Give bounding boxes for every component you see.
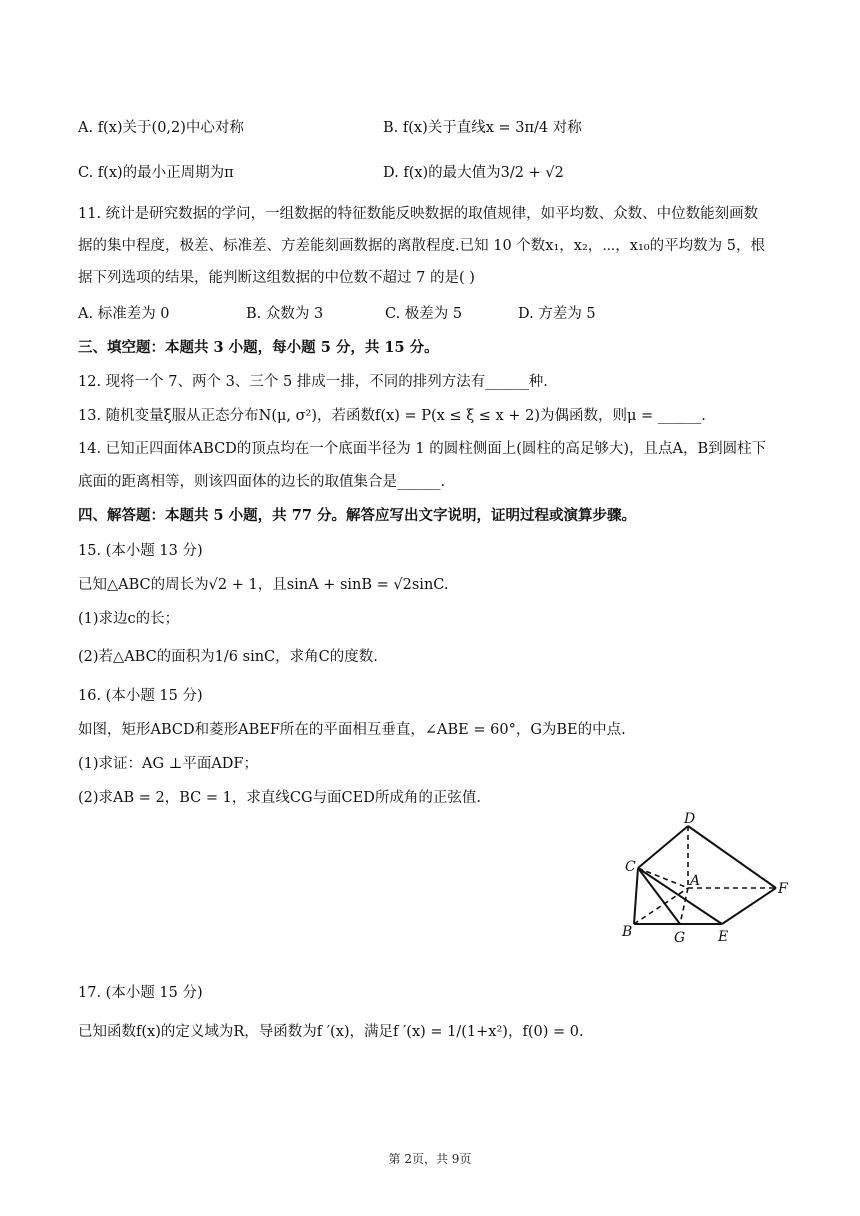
geometry-figure-svg — [618, 808, 798, 948]
geometry-figure — [618, 808, 798, 948]
q10-option-b: B. f(x)关于直线x = 3π/4 对称 — [383, 120, 582, 136]
edge-cd — [638, 826, 688, 868]
q11-line-1: 11. 统计是研究数据的学问，一组数据的特征数能反映数据的取值规律，如平均数、众数、中位数能刻画数 — [78, 206, 759, 222]
label-c: C — [625, 859, 636, 875]
edge-ce — [638, 868, 722, 924]
q15-part-1: (1)求边c的长； — [78, 611, 180, 627]
q14-line-1: 14. 已知正四面体ABCD的顶点均在一个底面半径为 1 的圆柱侧面上(圆柱的高足够大)，且点A，B到圆柱下 — [78, 441, 767, 457]
q12-text: 12. 现将一个 7、两个 3、三个 5 排成一排，不同的排列方法有______种. — [78, 374, 548, 390]
label-b: B — [622, 924, 633, 940]
q17-header: 17. (本小题 15 分) — [78, 985, 203, 1001]
section-3-heading: 三、填空题：本题共 3 小题，每小题 5 分，共 15 分。 — [78, 339, 439, 356]
label-e: E — [718, 929, 729, 945]
q16-part-2: (2)求AB = 2，BC = 1，求直线CG与面CED所成角的正弦值. — [78, 790, 481, 806]
label-g: G — [674, 930, 686, 946]
q15-header: 15. (本小题 13 分) — [78, 543, 203, 559]
q11-line-3: 据下列选项的结果，能判断这组数据的中位数不超过 7 的是( ) — [78, 270, 475, 286]
q11-option-b: B. 众数为 3 — [246, 306, 324, 322]
section-4-heading: 四、解答题：本题共 5 小题，共 77 分。解答应写出文字说明，证明过程或演算步骤。 — [78, 507, 636, 524]
page-footer: 第 2页，共 9页 — [388, 1152, 472, 1166]
q15-stem: 已知△ABC的周长为√2 + 1，且sinA + sinB = √2sinC. — [78, 577, 449, 593]
q17-stem: 已知函数f(x)的定义域为R，导函数为f ′(x)，满足f ′(x) = 1/(1+x²)，f(0) = 0. — [78, 1024, 584, 1040]
edge-cb — [634, 868, 638, 924]
label-d: D — [684, 811, 696, 827]
edge-ba-hidden — [634, 888, 688, 924]
q10-option-d: D. f(x)的最大值为3/2 + √2 — [383, 165, 564, 181]
q11-line-2: 据的集中程度，极差、标准差、方差能刻画数据的离散程度.已知 10 个数x₁，x₂，⋯，x₁₀的平均数为 5，根 — [78, 238, 765, 254]
q16-stem: 如图，矩形ABCD和菱形ABEF所在的平面相互垂直，∠ABE = 60°，G为BE的中点. — [78, 722, 626, 738]
q13-text: 13. 随机变量ξ服从正态分布N(μ, σ²)，若函数f(x) = P(x ≤ ξ ≤ x + 2)为偶函数，则μ = ______. — [78, 408, 706, 424]
q11-option-a: A. 标准差为 0 — [78, 306, 170, 322]
label-f: F — [778, 881, 788, 897]
q16-header: 16. (本小题 15 分) — [78, 688, 203, 704]
q16-part-1: (1)求证：AG ⊥平面ADF； — [78, 756, 258, 772]
q11-option-c: C. 极差为 5 — [385, 306, 463, 322]
edge-df — [688, 826, 776, 888]
q14-line-2: 底面的距离相等，则该四面体的边长的取值集合是______. — [78, 474, 446, 490]
label-a: A — [690, 873, 701, 889]
q10-option-a: A. f(x)关于(0,2)中心对称 — [78, 120, 244, 136]
edge-ef — [722, 888, 776, 924]
q11-option-d: D. 方差为 5 — [518, 306, 596, 322]
q10-option-c: C. f(x)的最小正周期为π — [78, 165, 234, 181]
q15-part-2: (2)若△ABC的面积为1/6 sinC，求角C的度数. — [78, 649, 378, 665]
